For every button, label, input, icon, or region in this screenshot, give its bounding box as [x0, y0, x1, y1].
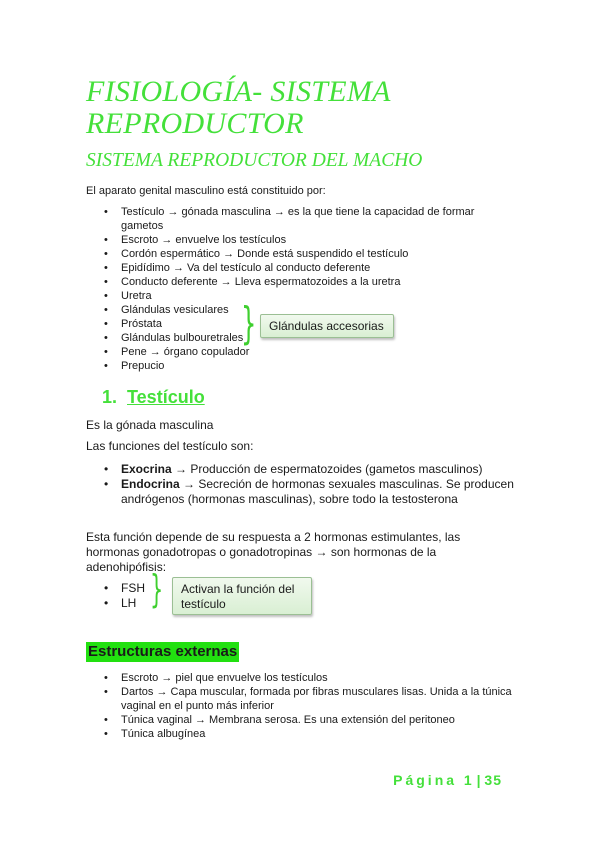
list-item: • Uretra: [86, 289, 516, 303]
hormone-callout: Activan la función del testículo: [172, 577, 312, 615]
brace-icon: }: [150, 567, 164, 611]
list-item: • Conducto deferente → Lleva espermatozoides a la uretra: [86, 275, 516, 289]
section-number: 1.: [102, 387, 118, 407]
list-item: [86, 462, 516, 477]
list-item: • Túnica albugínea: [86, 727, 516, 741]
list-item: • Testículo → gónada masculina → es la que tiene la capacidad de formar gametos: [86, 205, 516, 233]
list-item: • Escroto → piel que envuelve los testículos: [86, 671, 516, 685]
footer-total-pages: 35: [484, 772, 502, 788]
components-list: [86, 205, 516, 373]
functions-list: [86, 462, 516, 507]
hormone-paragraph: Esta función depende de su respuesta a 2 hormonas estimulantes, las hormonas gonadotropas o gonadotropinas → son hormonas de la adenohipófisis:: [86, 530, 461, 574]
section-heading-estructuras-externas: Estructuras externas: [88, 643, 238, 660]
list-item: • Próstata: [86, 317, 516, 331]
intro-text: El aparato genital masculino está constituido por:: [86, 185, 326, 197]
document-subtitle: SISTEMA REPRODUCTOR DEL MACHO: [86, 150, 423, 171]
list-item: • Pene → órgano copulador: [86, 345, 516, 359]
list-item: [86, 477, 516, 507]
testis-definition: Es la gónada masculina: [86, 418, 214, 432]
list-item: • Prepucio: [86, 359, 516, 373]
brace-icon: }: [241, 298, 257, 349]
list-item: • FSH: [86, 581, 166, 596]
function-term: Exocrina: [121, 462, 172, 476]
list-item: • Cordón espermático → Donde está suspendido el testículo: [86, 247, 516, 261]
list-item: • Escroto → envuelve los testículos: [86, 233, 516, 247]
section-title: Testículo: [127, 387, 205, 407]
list-item: • Glándulas bulbouretrales: [86, 331, 516, 345]
function-text: → Secreción de hormonas sexuales masculinas. Se producen andrógenos (hormonas masculinas), sobre todo la testosterona: [121, 477, 514, 506]
footer-label: Página: [393, 772, 458, 788]
page-footer: Página 1 | 35: [393, 772, 502, 788]
document-title: FISIOLOGÍA- SISTEMA REPRODUCTOR: [86, 75, 391, 140]
list-item: • LH: [86, 596, 166, 611]
functions-intro: Las funciones del testículo son:: [86, 439, 254, 453]
list-item: • Túnica vaginal → Membrana serosa. Es una extensión del peritoneo: [86, 713, 516, 727]
list-item: • Epidídimo → Va del testículo al conducto deferente: [86, 261, 516, 275]
accessory-glands-callout: Glándulas accesorias: [260, 314, 394, 338]
function-text: → Producción de espermatozoides (gametos masculinos): [171, 462, 483, 476]
list-item: • Glándulas vesiculares: [86, 303, 516, 317]
section-heading-testiculo: [102, 386, 205, 408]
footer-page-number: 1: [463, 772, 473, 788]
function-term: Endocrina: [121, 477, 180, 491]
external-structures-list: [86, 671, 516, 741]
list-item: • Dartos → Capa muscular, formada por fibras musculares lisas. Unida a la túnica vaginal en el punto más inferior: [86, 685, 516, 713]
